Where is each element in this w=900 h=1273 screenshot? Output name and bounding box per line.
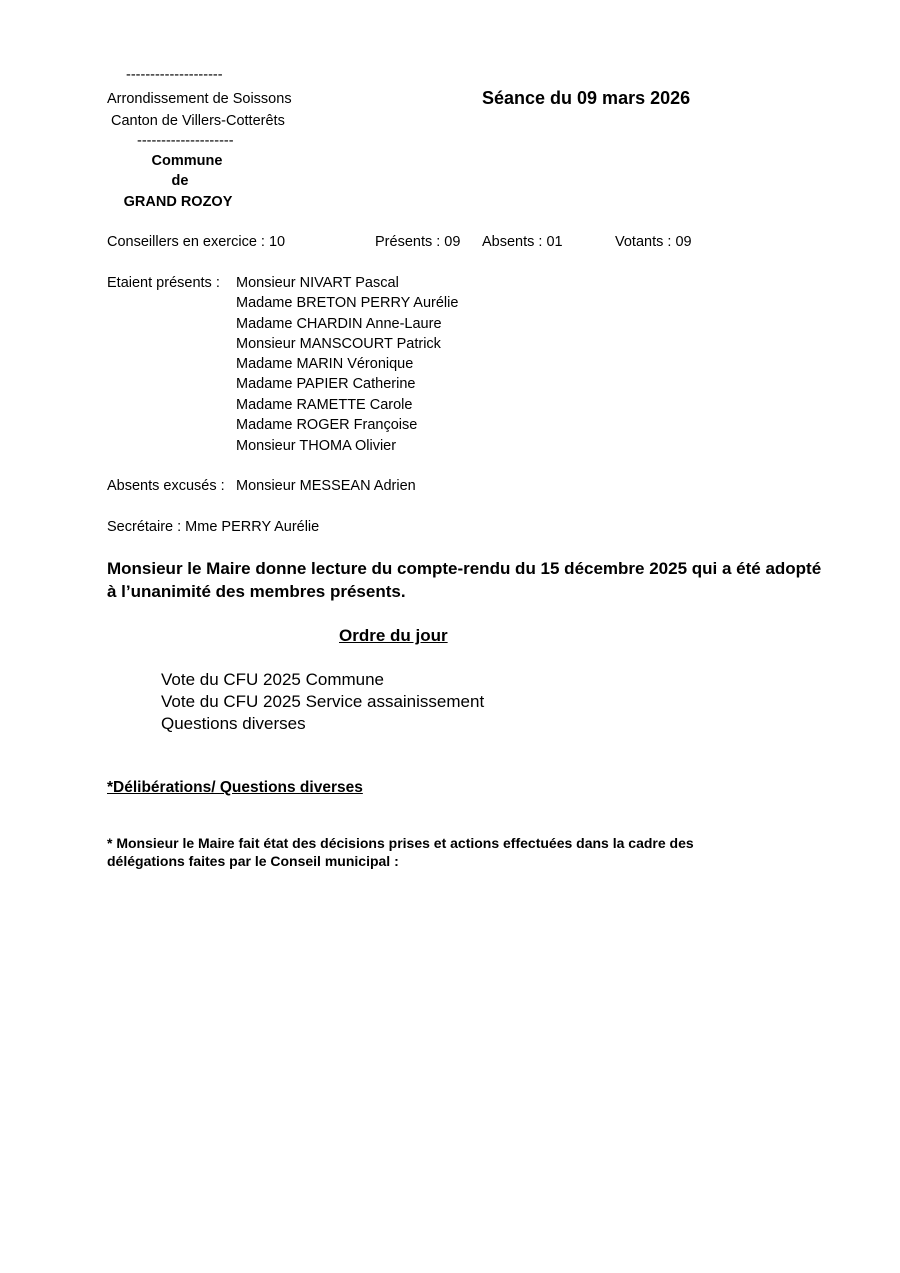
- deliberations-note-line2: délégations faites par le Conseil municipal :: [107, 853, 399, 869]
- conseillers-count: Conseillers en exercice : 10: [107, 234, 286, 250]
- agenda-item: Vote du CFU 2025 Service assainissement: [161, 692, 485, 711]
- present-member: Monsieur THOMA Olivier: [236, 438, 397, 454]
- present-member: Madame MARIN Véronique: [236, 356, 414, 372]
- arrondissement-label: Arrondissement de Soissons: [107, 91, 292, 107]
- present-member: Madame ROGER Françoise: [236, 417, 418, 433]
- present-member: Madame CHARDIN Anne-Laure: [236, 316, 442, 332]
- present-member: Monsieur NIVART Pascal: [236, 275, 399, 291]
- header-dashes-top: --------------------: [126, 67, 223, 83]
- canton-label: Canton de Villers-Cotterêts: [111, 113, 285, 129]
- commune-line2: de: [171, 173, 189, 189]
- secretaire-line: Secrétaire : Mme PERRY Aurélie: [107, 519, 320, 535]
- commune-line1: Commune: [151, 153, 223, 169]
- compte-rendu-line2: à l’unanimité des membres présents.: [107, 582, 406, 601]
- agenda-item: Questions diverses: [161, 714, 306, 733]
- deliberations-title: *Délibérations/ Questions diverses: [107, 779, 363, 796]
- header-dashes-bottom: --------------------: [137, 133, 234, 149]
- ordre-du-jour-title: Ordre du jour: [339, 626, 448, 645]
- seance-title: Séance du 09 mars 2026: [482, 88, 691, 108]
- agenda-item: Vote du CFU 2025 Commune: [161, 670, 385, 689]
- presents-label: Etaient présents :: [107, 275, 220, 291]
- compte-rendu-line1: Monsieur le Maire donne lecture du compte-rendu du 15 décembre 2025 qui a été adopté: [107, 559, 822, 578]
- present-member: Madame RAMETTE Carole: [236, 397, 413, 413]
- deliberations-note-line1: * Monsieur le Maire fait état des décisions prises et actions effectuées dans la cadre des: [107, 835, 694, 851]
- absent-member: Monsieur MESSEAN Adrien: [236, 478, 416, 494]
- present-member: Madame BRETON PERRY Aurélie: [236, 295, 459, 311]
- present-member: Monsieur MANSCOURT Patrick: [236, 336, 441, 352]
- presents-count: Présents : 09: [375, 234, 461, 250]
- absents-label: Absents excusés :: [107, 478, 225, 494]
- present-member: Madame PAPIER Catherine: [236, 376, 416, 392]
- votants-count: Votants : 09: [615, 234, 692, 250]
- commune-name: GRAND ROZOY: [123, 194, 233, 210]
- absents-count: Absents : 01: [482, 234, 563, 250]
